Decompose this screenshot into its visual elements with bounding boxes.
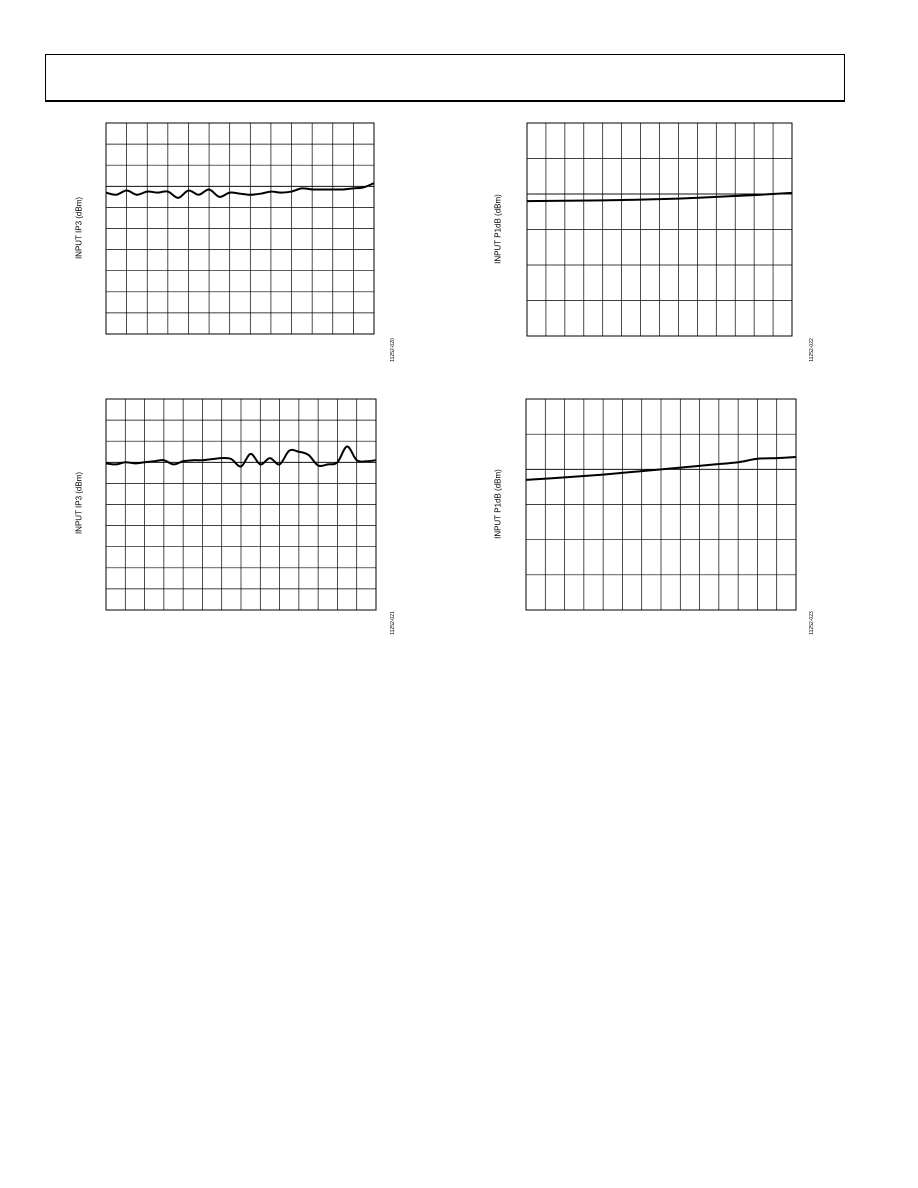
chart-plot-area [527,123,792,336]
y-axis-label: INPUT P1dB (dBm) [493,469,503,539]
chart-plot-area [526,399,796,610]
chart-plot-area [106,399,376,610]
y-axis-label: INPUT P1dB (dBm) [493,194,503,264]
figure-number: 11252-023 [809,611,815,635]
y-axis-label: INPUT IP3 (dBm) [74,196,84,260]
series-line [106,183,374,198]
chart-plot-area [106,123,374,334]
figure-number: 11252-020 [390,338,396,362]
figure-number: 11252-022 [809,338,815,362]
figure-number: 11252-021 [390,611,396,635]
y-axis-label: INPUT IP3 (dBm) [74,471,84,535]
page-header-frame [45,54,845,102]
